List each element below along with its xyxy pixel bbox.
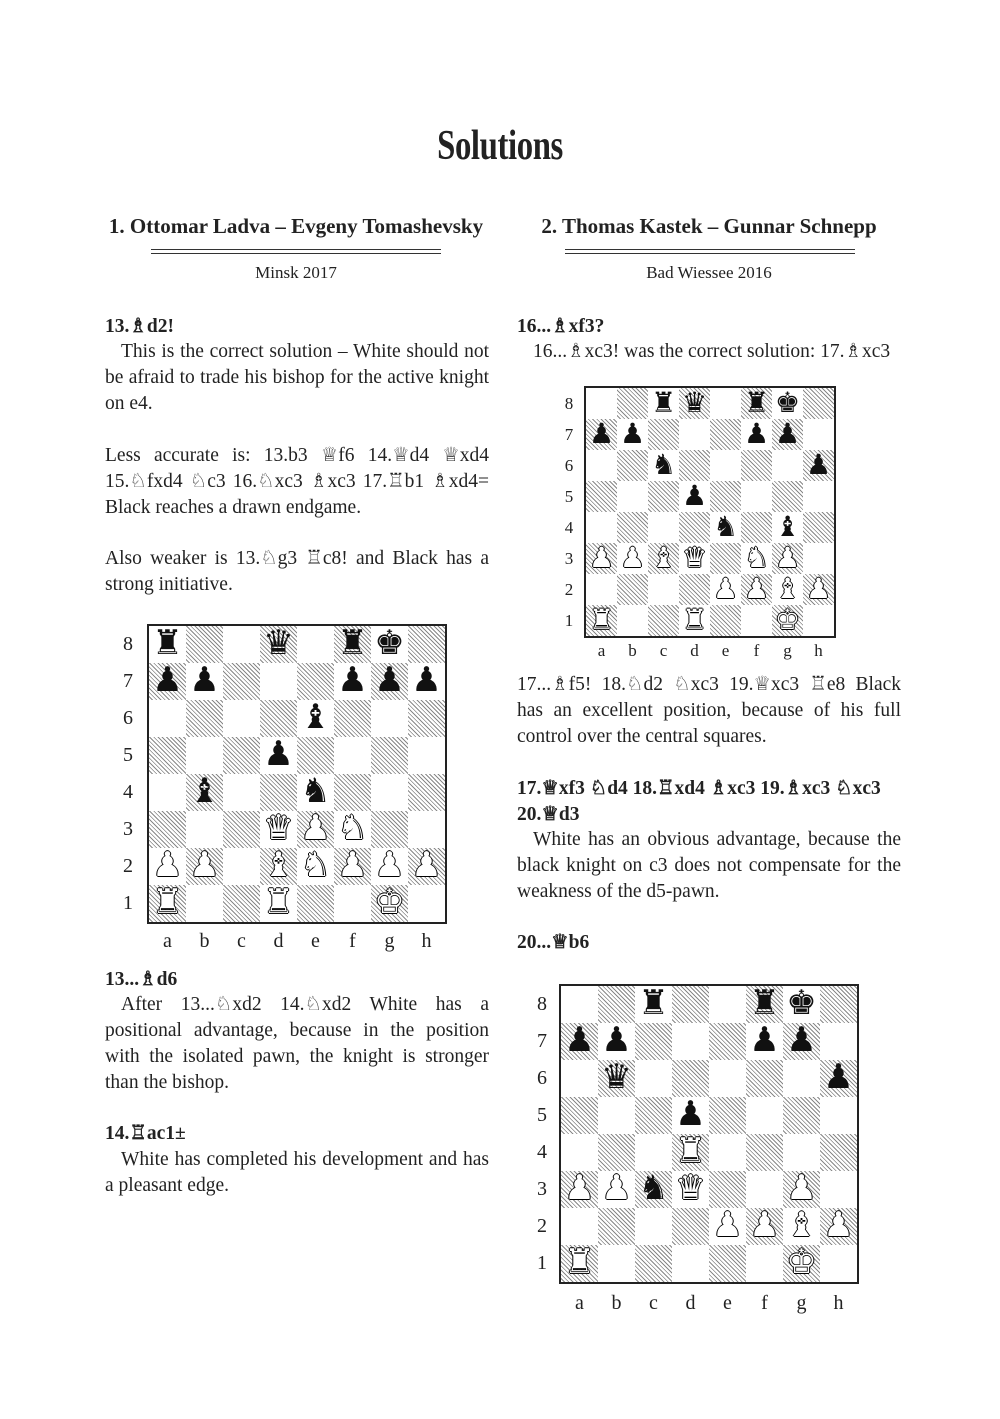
- square-a4: [149, 774, 186, 811]
- square-b6: [617, 450, 648, 481]
- square-a2: [561, 1208, 598, 1245]
- square-f4: [741, 512, 772, 543]
- black-pawn-icon: ♟: [337, 660, 368, 700]
- rank-label: 2: [123, 855, 133, 877]
- file-label: d: [273, 930, 284, 952]
- square-d7: [260, 663, 297, 700]
- white-rook-icon: ♜: [675, 1131, 706, 1171]
- square-c5: [223, 737, 260, 774]
- file-label: f: [349, 930, 356, 952]
- square-c1: [648, 605, 679, 636]
- square-h4: [820, 1134, 857, 1171]
- white-knight-icon: ♞: [337, 808, 368, 848]
- file-label: h: [833, 1292, 844, 1314]
- black-rook-icon: ♜: [650, 386, 677, 419]
- square-d2: [672, 1208, 709, 1245]
- black-rook-icon: ♜: [638, 983, 669, 1023]
- rank-label: 2: [537, 1215, 547, 1237]
- square-e3: [710, 543, 741, 574]
- square-c2: [648, 574, 679, 605]
- square-g3: [371, 811, 408, 848]
- square-c7: [223, 663, 260, 700]
- white-pawn-icon: ♟: [774, 541, 801, 574]
- square-g4: [371, 774, 408, 811]
- white-king-icon: ♚: [786, 1242, 817, 1282]
- rank-label: 4: [123, 781, 133, 803]
- square-b8: [186, 626, 223, 663]
- square-c2: [223, 848, 260, 885]
- white-queen-icon: ♛: [675, 1168, 706, 1208]
- square-b8: [598, 986, 635, 1023]
- rank-label: 1: [564, 611, 574, 630]
- black-pawn-icon: ♟: [152, 660, 183, 700]
- square-b4: [617, 512, 648, 543]
- black-king-icon: ♚: [774, 386, 801, 419]
- white-pawn-icon: ♟: [823, 1205, 854, 1245]
- square-f1: [741, 605, 772, 636]
- square-f1: [334, 885, 371, 922]
- square-d1: [672, 1245, 709, 1282]
- black-bishop-icon: ♝: [189, 771, 220, 811]
- square-c2: [635, 1208, 672, 1245]
- file-label: g: [384, 930, 395, 952]
- square-d4: [260, 774, 297, 811]
- game2-text-excellent: 17...♗f5! 18.♘d2 ♘xc3 19.♕xc3 ♖e8 Black has an excellent position, because of his full control over the central squares.: [517, 674, 901, 747]
- white-pawn-icon: ♟: [411, 845, 442, 885]
- white-rook-icon: ♜: [152, 882, 183, 922]
- file-label: g: [783, 641, 792, 660]
- black-knight-icon: ♞: [300, 771, 331, 811]
- square-b5: [617, 481, 648, 512]
- game1-text-completed: White has completed his development and has a pleasant edge.: [105, 1149, 489, 1196]
- white-pawn-icon: ♟: [619, 541, 646, 574]
- square-e1: [710, 605, 741, 636]
- board2-board: [584, 386, 836, 638]
- white-pawn-icon: ♟: [749, 1205, 780, 1245]
- file-label: a: [597, 641, 606, 660]
- rank-label: 5: [537, 1104, 547, 1126]
- white-rook-icon: ♜: [263, 882, 294, 922]
- black-rook-icon: ♜: [152, 623, 183, 663]
- white-pawn-icon: ♟: [374, 845, 405, 885]
- square-e7: [710, 419, 741, 450]
- square-c4: [635, 1134, 672, 1171]
- square-h5: [408, 737, 445, 774]
- rank-label: 6: [123, 707, 133, 729]
- black-pawn-icon: ♟: [805, 448, 832, 481]
- black-pawn-icon: ♟: [823, 1057, 854, 1097]
- white-bishop-icon: ♝: [650, 541, 677, 574]
- square-g6: [772, 450, 803, 481]
- rank-label: 8: [537, 993, 547, 1015]
- square-e1: [297, 885, 334, 922]
- black-pawn-icon: ♟: [601, 1020, 632, 1060]
- square-g6: [371, 700, 408, 737]
- white-pawn-icon: ♟: [588, 541, 615, 574]
- rank-label: 5: [564, 487, 574, 506]
- square-e7: [297, 663, 334, 700]
- black-pawn-icon: ♟: [749, 1020, 780, 1060]
- square-e1: [709, 1245, 746, 1282]
- black-pawn-icon: ♟: [681, 479, 708, 512]
- black-pawn-icon: ♟: [743, 417, 770, 450]
- white-knight-icon: ♞: [300, 845, 331, 885]
- square-a4: [586, 512, 617, 543]
- square-b1: [186, 885, 223, 922]
- black-rook-icon: ♜: [743, 386, 770, 419]
- black-knight-icon: ♞: [638, 1168, 669, 1208]
- file-label: c: [237, 930, 246, 952]
- square-f5: [746, 1097, 783, 1134]
- rank-label: 1: [123, 892, 133, 914]
- file-label: c: [659, 641, 668, 660]
- file-label: f: [761, 1292, 768, 1314]
- game1-text-after: After 13...♘xd2 14.♘xd2 White has a positional advantage, because in the position with the isolated pawn, the knight is stronger than the bishop.: [105, 994, 489, 1093]
- square-h1: [408, 885, 445, 922]
- square-g5: [371, 737, 408, 774]
- file-label: g: [796, 1292, 807, 1314]
- file-label: f: [753, 641, 760, 660]
- game2-move-16-bxf3: 16...♗xf3?: [517, 316, 605, 337]
- page-title: Solutions: [437, 123, 563, 169]
- rank-label: 3: [123, 818, 133, 840]
- file-label: b: [199, 930, 210, 952]
- square-c3: [223, 811, 260, 848]
- black-pawn-icon: ♟: [374, 660, 405, 700]
- white-knight-icon: ♞: [743, 541, 770, 574]
- square-c7: [635, 1023, 672, 1060]
- square-e8: [709, 986, 746, 1023]
- game1-rule-top: [151, 249, 441, 250]
- square-d7: [679, 419, 710, 450]
- white-bishop-icon: ♝: [774, 572, 801, 605]
- file-label: e: [721, 641, 730, 660]
- square-e6: [709, 1060, 746, 1097]
- square-c8: [223, 626, 260, 663]
- square-e5: [710, 481, 741, 512]
- white-pawn-icon: ♟: [564, 1168, 595, 1208]
- square-c7: [648, 419, 679, 450]
- white-rook-icon: ♜: [588, 603, 615, 636]
- square-h1: [803, 605, 834, 636]
- file-label: c: [649, 1292, 658, 1314]
- square-h6: [408, 700, 445, 737]
- rank-label: 3: [537, 1178, 547, 1200]
- black-pawn-icon: ♟: [564, 1020, 595, 1060]
- square-e6: [710, 450, 741, 481]
- square-h5: [803, 481, 834, 512]
- square-b5: [186, 737, 223, 774]
- square-e5: [709, 1097, 746, 1134]
- white-pawn-icon: ♟: [712, 1205, 743, 1245]
- black-knight-icon: ♞: [712, 510, 739, 543]
- black-queen-icon: ♛: [263, 623, 294, 663]
- square-a8: [561, 986, 598, 1023]
- game1-move-14-rac1: 14.♖ac1±: [105, 1123, 186, 1144]
- rank-label: 1: [537, 1252, 547, 1274]
- black-bishop-icon: ♝: [300, 697, 331, 737]
- square-e8: [297, 626, 334, 663]
- game2-header: 2. Thomas Kastek – Gunnar Schnepp: [541, 214, 877, 238]
- square-f1: [746, 1245, 783, 1282]
- square-f4: [334, 774, 371, 811]
- square-a2: [586, 574, 617, 605]
- rank-label: 7: [537, 1030, 547, 1052]
- square-h7: [803, 419, 834, 450]
- white-bishop-icon: ♝: [263, 845, 294, 885]
- rank-label: 4: [564, 518, 574, 537]
- square-a5: [149, 737, 186, 774]
- square-f5: [741, 481, 772, 512]
- square-a6: [586, 450, 617, 481]
- black-pawn-icon: ♟: [263, 734, 294, 774]
- white-rook-icon: ♜: [564, 1242, 595, 1282]
- square-a6: [561, 1060, 598, 1097]
- black-rook-icon: ♜: [749, 983, 780, 1023]
- file-label: a: [163, 930, 172, 952]
- square-b1: [617, 605, 648, 636]
- game1-header: 1. Ottomar Ladva – Evgeny Tomashevsky: [108, 214, 484, 238]
- game2-move-20-qb6: 20...♕b6: [517, 932, 590, 953]
- rank-label: 7: [123, 670, 133, 692]
- square-a3: [149, 811, 186, 848]
- white-pawn-icon: ♟: [743, 572, 770, 605]
- rank-label: 3: [564, 549, 574, 568]
- square-h8: [820, 986, 857, 1023]
- game1-text-correct: This is the correct solution – White should not be afraid to trade his bishop for the active knight on e4.: [105, 341, 489, 414]
- black-pawn-icon: ♟: [786, 1020, 817, 1060]
- white-rook-icon: ♜: [681, 603, 708, 636]
- rank-label: 8: [123, 633, 133, 655]
- file-label: a: [575, 1292, 584, 1314]
- black-rook-icon: ♜: [337, 623, 368, 663]
- square-h8: [408, 626, 445, 663]
- black-pawn-icon: ♟: [619, 417, 646, 450]
- square-d6: [672, 1060, 709, 1097]
- white-pawn-icon: ♟: [805, 572, 832, 605]
- square-e4: [709, 1134, 746, 1171]
- square-d7: [672, 1023, 709, 1060]
- square-e8: [710, 388, 741, 419]
- square-f5: [334, 737, 371, 774]
- square-f6: [746, 1060, 783, 1097]
- square-g5: [783, 1097, 820, 1134]
- square-f6: [334, 700, 371, 737]
- white-queen-icon: ♛: [681, 541, 708, 574]
- square-h8: [803, 388, 834, 419]
- black-pawn-icon: ♟: [588, 417, 615, 450]
- square-d6: [679, 450, 710, 481]
- board1-board: [147, 624, 447, 924]
- square-f6: [741, 450, 772, 481]
- square-h1: [820, 1245, 857, 1282]
- square-g6: [783, 1060, 820, 1097]
- black-pawn-icon: ♟: [675, 1094, 706, 1134]
- square-c5: [648, 481, 679, 512]
- white-queen-icon: ♛: [263, 808, 294, 848]
- game2-text-advantage: White has an obvious advantage, because the black knight on c3 does not compensate for the weakness of the d5-pawn.: [517, 829, 901, 902]
- square-h5: [820, 1097, 857, 1134]
- black-pawn-icon: ♟: [189, 660, 220, 700]
- game1-text-less-accurate: Less accurate is: 13.b3 ♕f6 14.♕d4 ♕xd4 15.♘fxd4 ♘c3 16.♘xc3 ♗xc3 17.♖b1 ♗xd4= Black reaches a drawn endgame.: [105, 445, 489, 518]
- square-d2: [679, 574, 710, 605]
- square-g5: [772, 481, 803, 512]
- game2-move-17-qxf3: 17.♕xf3 ♘d4 18.♖xd4 ♗xc3 19.♗xc3 ♘xc3 20.♕d3: [517, 778, 881, 825]
- square-e7: [709, 1023, 746, 1060]
- file-label: b: [611, 1292, 622, 1314]
- square-d4: [679, 512, 710, 543]
- square-b5: [598, 1097, 635, 1134]
- game1-venue: Minsk 2017: [255, 263, 337, 282]
- game2-rule-bottom: [565, 253, 855, 254]
- square-d8: [672, 986, 709, 1023]
- file-label: h: [814, 641, 823, 660]
- square-b1: [598, 1245, 635, 1282]
- square-b3: [186, 811, 223, 848]
- rank-label: 6: [564, 456, 574, 475]
- square-a4: [561, 1134, 598, 1171]
- white-pawn-icon: ♟: [786, 1168, 817, 1208]
- white-king-icon: ♚: [774, 603, 801, 636]
- rank-label: 2: [564, 580, 574, 599]
- square-b2: [617, 574, 648, 605]
- square-f3: [746, 1171, 783, 1208]
- black-bishop-icon: ♝: [774, 510, 801, 543]
- game2-venue: Bad Wiessee 2016: [646, 263, 772, 282]
- square-h4: [803, 512, 834, 543]
- file-label: d: [685, 1292, 696, 1314]
- square-b8: [617, 388, 648, 419]
- square-a8: [586, 388, 617, 419]
- square-f4: [746, 1134, 783, 1171]
- square-h3: [820, 1171, 857, 1208]
- square-h7: [820, 1023, 857, 1060]
- square-h3: [803, 543, 834, 574]
- square-c1: [635, 1245, 672, 1282]
- white-bishop-icon: ♝: [786, 1205, 817, 1245]
- rank-label: 7: [564, 425, 574, 444]
- rank-label: 4: [537, 1141, 547, 1163]
- game2-rule-top: [565, 249, 855, 250]
- square-c6: [223, 700, 260, 737]
- white-pawn-icon: ♟: [189, 845, 220, 885]
- file-label: e: [311, 930, 320, 952]
- file-label: h: [421, 930, 432, 952]
- square-c4: [223, 774, 260, 811]
- black-pawn-icon: ♟: [774, 417, 801, 450]
- black-pawn-icon: ♟: [411, 660, 442, 700]
- white-pawn-icon: ♟: [300, 808, 331, 848]
- square-g4: [783, 1134, 820, 1171]
- game1-text-weaker: Also weaker is 13.♘g3 ♖c8! and Black has a strong initiative.: [105, 548, 489, 595]
- square-b4: [598, 1134, 635, 1171]
- white-pawn-icon: ♟: [712, 572, 739, 605]
- file-label: e: [723, 1292, 732, 1314]
- rank-label: 6: [537, 1067, 547, 1089]
- black-knight-icon: ♞: [650, 448, 677, 481]
- white-pawn-icon: ♟: [337, 845, 368, 885]
- black-king-icon: ♚: [786, 983, 817, 1023]
- square-b2: [598, 1208, 635, 1245]
- square-c5: [635, 1097, 672, 1134]
- file-label: b: [628, 641, 637, 660]
- square-h4: [408, 774, 445, 811]
- square-c4: [648, 512, 679, 543]
- white-pawn-icon: ♟: [152, 845, 183, 885]
- square-h3: [408, 811, 445, 848]
- square-a5: [586, 481, 617, 512]
- game2-text-correct: 16...♗xc3! was the correct solution: 17.♗xc3: [533, 341, 891, 362]
- square-e5: [297, 737, 334, 774]
- rank-label: 8: [564, 394, 574, 413]
- game1-move-13-bd6: 13...♗d6: [105, 969, 178, 990]
- game1-rule-bottom: [151, 253, 441, 254]
- black-queen-icon: ♛: [601, 1057, 632, 1097]
- rank-label: 5: [123, 744, 133, 766]
- square-e3: [709, 1171, 746, 1208]
- white-king-icon: ♚: [374, 882, 405, 922]
- square-c6: [635, 1060, 672, 1097]
- game1-move-13-bd2: 13.♗d2!: [105, 316, 174, 337]
- square-a6: [149, 700, 186, 737]
- black-king-icon: ♚: [374, 623, 405, 663]
- square-a5: [561, 1097, 598, 1134]
- board3-board: [559, 984, 859, 1284]
- square-b6: [186, 700, 223, 737]
- white-pawn-icon: ♟: [601, 1168, 632, 1208]
- black-queen-icon: ♛: [681, 386, 708, 419]
- square-d6: [260, 700, 297, 737]
- file-label: d: [690, 641, 699, 660]
- square-c1: [223, 885, 260, 922]
